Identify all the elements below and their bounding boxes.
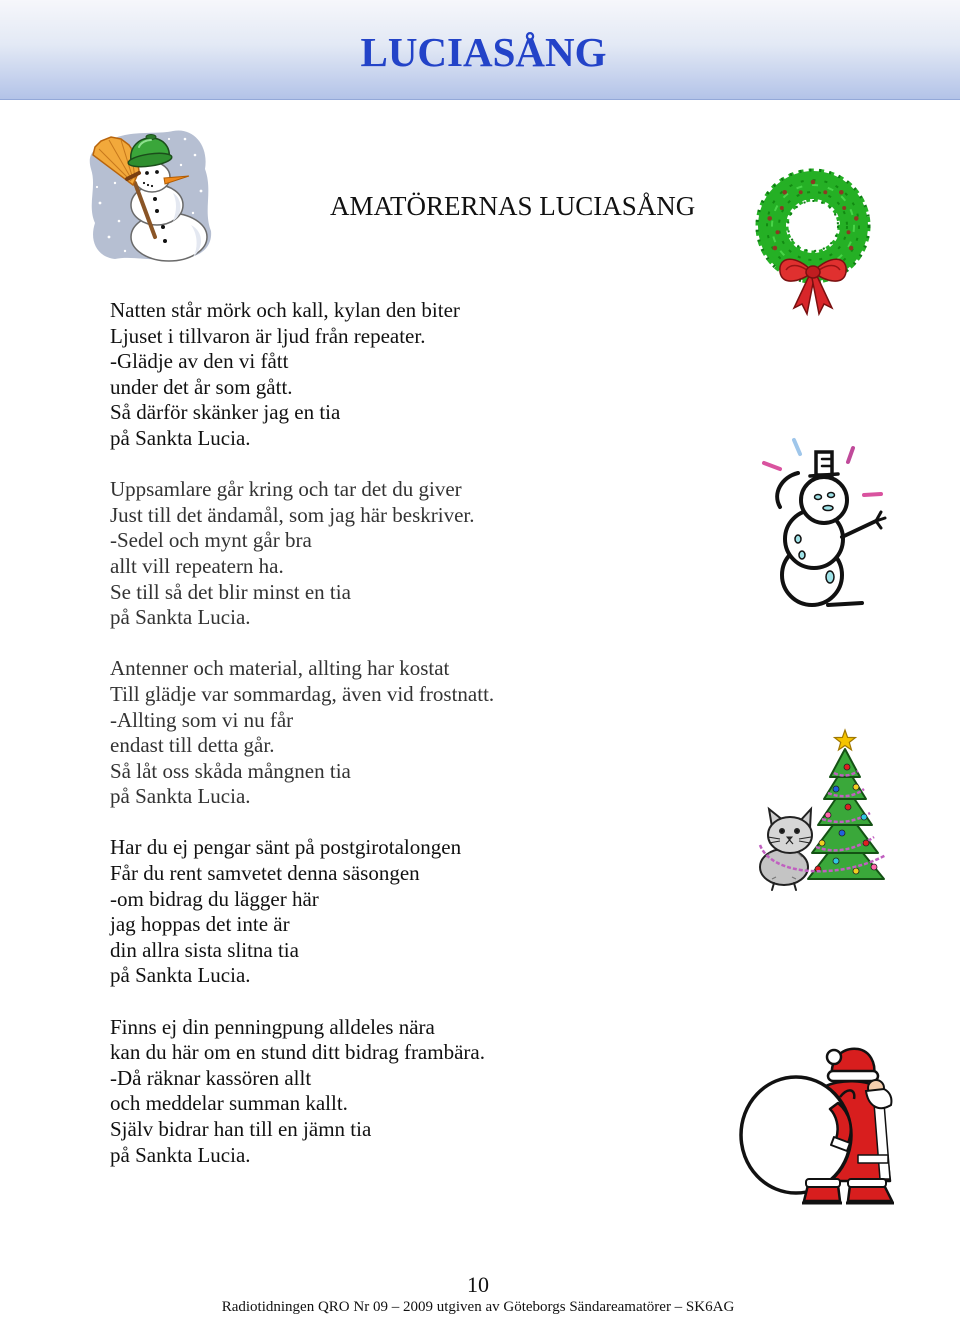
wreath-greenery (757, 170, 869, 282)
song-title: AMATÖRERNAS LUCIASÅNG (330, 191, 696, 221)
verse-line: och meddelar summan kallt. (110, 1091, 348, 1116)
header-banner (0, 0, 960, 100)
verse-line: kan du här om en stund ditt bidrag frambära. (110, 1040, 485, 1065)
christmas-wreath-illustration (752, 168, 874, 318)
verse-line: Själv bidrar han till en jämn tia (110, 1117, 372, 1141)
verse-2 (110, 477, 494, 631)
verse-line: -Glädje av den vi fått (110, 349, 289, 374)
verse-line: på Sankta Lucia. (110, 1142, 251, 1167)
verse-5 (110, 1015, 494, 1169)
verse-line: på Sankta Lucia. (110, 605, 251, 630)
santa-boots (802, 1179, 894, 1203)
song-lyrics (110, 298, 494, 1168)
christmas-tree-with-cat-illustration (752, 727, 892, 892)
verse-line: Till glädje var sommardag, även vid frostnatt. (110, 681, 495, 706)
verse-1 (110, 298, 494, 452)
verse-line: din allra sista slitna tia (110, 937, 299, 962)
verse-line: Finns ej din penningpung alldeles nära (110, 1014, 435, 1039)
verse-line: Just till det ändamål, som jag här beskriver. (110, 502, 475, 527)
verse-line: -om bidrag du lägger här (110, 886, 319, 911)
verse-line: -Allting som vi nu får (110, 707, 294, 732)
verse-4 (110, 835, 494, 989)
top-hat (810, 452, 838, 476)
verse-line: Uppsamlare går kring och tar det du giver (110, 477, 462, 502)
page-number: 10 (467, 1272, 489, 1297)
tree-star (835, 730, 856, 750)
verse-line: Se till så det blir minst en tia (110, 579, 351, 604)
ground-line (828, 603, 862, 605)
snowman-with-broom-illustration (85, 125, 215, 265)
verse-line: jag hoppas det inte är (110, 912, 290, 937)
footer-publication: Radiotidningen QRO Nr 09 – 2009 utgiven av Göteborgs Sändareamatörer – SK6AG (221, 1299, 735, 1315)
verse-line: Har du ej pengar sänt på postgirotalongen (110, 835, 462, 860)
verse-line: -Sedel och mynt går bra (110, 528, 312, 553)
page-title: LUCIASÅNG (360, 29, 607, 75)
verse-line: endast till detta går. (110, 733, 275, 758)
santa-hat (827, 1049, 878, 1081)
verse-line: Antenner och material, allting har kostat (110, 656, 450, 681)
verse-line: Så låt oss skåda mångnen tia (110, 758, 351, 783)
snowman-line-drawing-illustration (758, 435, 888, 610)
verse-3 (110, 656, 494, 810)
verse-line: på Sankta Lucia. (110, 963, 251, 988)
santa-with-sack-illustration (738, 1043, 898, 1208)
verse-line: Så därför skänker jag en tia (110, 400, 341, 425)
verse-line: allt vill repeatern ha. (110, 553, 284, 578)
verse-line: på Sankta Lucia. (110, 784, 251, 809)
verse-line: på Sankta Lucia. (110, 425, 251, 450)
cat (760, 809, 812, 890)
verse-line: Ljuset i tillvaron är ljud från repeater. (110, 323, 426, 348)
red-bow (780, 259, 846, 314)
verse-line: under det år som gått. (110, 374, 293, 399)
verse-line: -Då räknar kassören allt (110, 1065, 312, 1090)
verse-line: Får du rent samvetet denna säsongen (110, 861, 420, 886)
verse-line: Natten står mörk och kall, kylan den biter (110, 298, 460, 322)
